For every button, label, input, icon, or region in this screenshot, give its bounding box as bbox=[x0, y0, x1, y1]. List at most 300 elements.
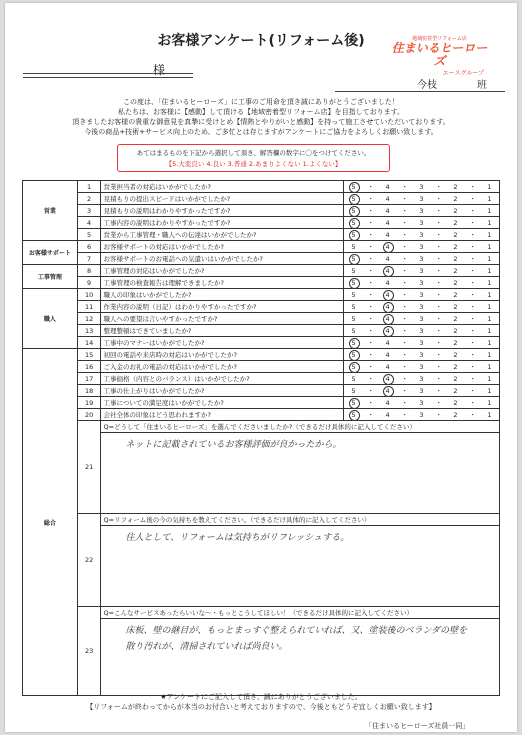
scale-separator: ・ bbox=[401, 327, 409, 335]
rating-option[interactable]: 4 bbox=[385, 410, 390, 419]
question-text: 工事の仕上がりはいかがでしたか? bbox=[101, 385, 344, 397]
question-number: 15 bbox=[77, 349, 101, 361]
question-text: 見積もりの説明はわかりやすかったですか? bbox=[101, 205, 344, 217]
rating-option[interactable]: 3 bbox=[419, 218, 424, 227]
scale-separator: ・ bbox=[469, 399, 476, 407]
intro-line: この度は、「住まいるヒーローズ」に工事のご用命を頂き誠にありがとうございました！ bbox=[123, 98, 399, 106]
rating-cell bbox=[344, 193, 500, 205]
rating-instructions bbox=[117, 144, 390, 172]
rating-option-selected[interactable]: 4 bbox=[383, 291, 393, 299]
rating-option[interactable]: 4 bbox=[385, 398, 390, 407]
rating-option-selected[interactable]: 4 bbox=[383, 375, 393, 383]
rating-option-selected[interactable]: 5 bbox=[349, 207, 359, 215]
scale-separator: ・ bbox=[435, 327, 442, 335]
scale-separator: ・ bbox=[401, 339, 409, 347]
scale-separator: ・ bbox=[367, 315, 375, 323]
question-text: 整理整頓はできていましたか? bbox=[101, 325, 344, 337]
rating-option-selected[interactable]: 4 bbox=[383, 315, 393, 323]
scale-separator: ・ bbox=[367, 279, 375, 287]
rating-option-selected[interactable]: 4 bbox=[383, 267, 393, 275]
rating-option-selected[interactable]: 5 bbox=[349, 231, 359, 239]
scale-separator: ・ bbox=[367, 387, 375, 395]
question-number: 19 bbox=[77, 397, 101, 409]
rating-option[interactable]: 2 bbox=[453, 194, 458, 203]
rating-option[interactable]: 4 bbox=[385, 218, 390, 227]
scale-separator: ・ bbox=[469, 387, 476, 395]
scale-separator: ・ bbox=[367, 243, 375, 251]
question-text: 作業内容の説明（日記）はわかりやすかったですか? bbox=[101, 301, 344, 313]
rating-option[interactable]: 1 bbox=[487, 374, 492, 383]
scale-separator: ・ bbox=[469, 411, 476, 419]
rating-cell bbox=[344, 325, 500, 337]
question-number: 3 bbox=[77, 205, 101, 217]
rating-cell bbox=[344, 409, 500, 421]
question-number: 20 bbox=[77, 409, 101, 421]
rating-option-selected[interactable]: 4 bbox=[383, 327, 393, 335]
category-label: 営業 bbox=[23, 181, 78, 241]
intro-line: 私たちは、お客様に【感動】して頂ける【地域密着型リフォーム店】を目指しております。 bbox=[117, 108, 405, 116]
scale-separator: ・ bbox=[401, 231, 409, 239]
rating-option[interactable]: 5 bbox=[351, 302, 356, 311]
rating-option[interactable]: 3 bbox=[419, 326, 424, 335]
rating-option[interactable]: 4 bbox=[385, 230, 390, 239]
question-text: 会社全体の印象はどう思われますか? bbox=[101, 409, 344, 421]
rating-option[interactable]: 2 bbox=[453, 266, 458, 275]
scale-separator: ・ bbox=[469, 363, 476, 371]
question-text: 職人への要望は言いやすかったですか? bbox=[101, 313, 344, 325]
open-question-prompt-row bbox=[23, 514, 500, 526]
scale-separator: ・ bbox=[401, 243, 409, 251]
question-row bbox=[23, 205, 500, 217]
rating-cell bbox=[344, 361, 500, 373]
rating-option[interactable]: 5 bbox=[351, 386, 356, 395]
scale-separator: ・ bbox=[367, 291, 375, 299]
scale-separator: ・ bbox=[367, 351, 375, 359]
question-text: ご入金のお礼の電話の対応はいかがでしたか? bbox=[101, 361, 344, 373]
rating-scale bbox=[344, 229, 499, 240]
scale-separator: ・ bbox=[435, 411, 442, 419]
scale-separator: ・ bbox=[469, 327, 476, 335]
question-row bbox=[23, 409, 500, 421]
rating-option[interactable]: 5 bbox=[351, 314, 356, 323]
rating-cell bbox=[344, 385, 500, 397]
rating-option[interactable]: 1 bbox=[487, 326, 492, 335]
question-text: 工事内容の説明はわかりやすかったですか? bbox=[101, 217, 344, 229]
question-row bbox=[23, 217, 500, 229]
scale-separator: ・ bbox=[469, 315, 476, 323]
rating-cell bbox=[344, 265, 500, 277]
rating-scale bbox=[344, 181, 499, 192]
rating-cell bbox=[344, 337, 500, 349]
question-number: 13 bbox=[77, 325, 101, 337]
rating-instructions-line: あてはまるものを下記から選択して頂き、解答欄の数字に〇をつけてください。 bbox=[136, 149, 371, 157]
question-number: 8 bbox=[77, 265, 101, 277]
rating-option[interactable]: 3 bbox=[419, 314, 424, 323]
scale-separator: ・ bbox=[435, 231, 442, 239]
rating-option[interactable]: 2 bbox=[453, 314, 458, 323]
rating-option[interactable]: 3 bbox=[419, 302, 424, 311]
question-row bbox=[23, 361, 500, 373]
rating-scale bbox=[344, 253, 499, 264]
rating-option[interactable]: 2 bbox=[453, 302, 458, 311]
rating-option[interactable]: 3 bbox=[419, 398, 424, 407]
rating-scale bbox=[344, 241, 499, 252]
rating-option[interactable]: 4 bbox=[385, 254, 390, 263]
scale-separator: ・ bbox=[367, 255, 375, 263]
page-title: お客様アンケート(リフォーム後) bbox=[157, 33, 365, 49]
question-text: お客様サポートの対応はいかがでしたか? bbox=[101, 241, 344, 253]
question-row bbox=[23, 229, 500, 241]
footer-line: ★アンケートにご記入して頂き、誠にありがとうございました。 bbox=[160, 693, 362, 701]
staff-team-suffix: 班 bbox=[477, 80, 487, 91]
rating-option[interactable]: 1 bbox=[487, 230, 492, 239]
rating-option[interactable]: 2 bbox=[453, 350, 458, 359]
rating-option[interactable]: 2 bbox=[453, 230, 458, 239]
rating-option[interactable]: 2 bbox=[453, 290, 458, 299]
rating-option-selected[interactable]: 5 bbox=[349, 255, 359, 263]
question-text: 見積もりの提出スピードはいかがでしたか? bbox=[101, 193, 344, 205]
question-text: 営業担当者の対応はいかがでしたか? bbox=[101, 181, 344, 193]
question-number: 4 bbox=[77, 217, 101, 229]
rating-option[interactable]: 2 bbox=[453, 254, 458, 263]
question-row bbox=[23, 265, 500, 277]
question-row bbox=[23, 241, 500, 253]
rating-scale bbox=[344, 373, 499, 384]
question-row bbox=[23, 277, 500, 289]
scale-separator: ・ bbox=[469, 303, 476, 311]
scale-separator: ・ bbox=[401, 267, 409, 275]
scale-separator: ・ bbox=[469, 279, 476, 287]
scale-separator: ・ bbox=[469, 183, 476, 191]
scale-separator: ・ bbox=[367, 183, 375, 191]
question-number: 17 bbox=[77, 373, 101, 385]
rating-scale bbox=[344, 217, 499, 228]
question-number: 21 bbox=[77, 421, 101, 514]
rating-scale bbox=[344, 397, 499, 408]
rating-option[interactable]: 2 bbox=[453, 326, 458, 335]
scale-separator: ・ bbox=[367, 375, 375, 383]
rating-option[interactable]: 2 bbox=[453, 374, 458, 383]
question-text: 工事管理の検査報告は理解できましたか? bbox=[101, 277, 344, 289]
rating-cell bbox=[344, 217, 500, 229]
scale-separator: ・ bbox=[435, 255, 442, 263]
rating-cell bbox=[344, 301, 500, 313]
question-text: 営業から工事管理・職人への伝達はいかがでしたか? bbox=[101, 229, 344, 241]
rating-option[interactable]: 1 bbox=[487, 194, 492, 203]
rating-option[interactable]: 2 bbox=[453, 182, 458, 191]
open-question-prompt: Q=こんなサービスあったらいいな〜・もっとこうしてほしい！（できるだけ具体的に記入してください） bbox=[101, 607, 500, 619]
company-logo bbox=[387, 35, 492, 77]
scale-separator: ・ bbox=[469, 207, 476, 215]
rating-option[interactable]: 1 bbox=[487, 254, 492, 263]
customer-name-line bbox=[23, 72, 193, 74]
scale-separator: ・ bbox=[435, 351, 442, 359]
rating-option[interactable]: 3 bbox=[419, 182, 424, 191]
rating-cell bbox=[344, 289, 500, 301]
intro-line: 頂きましたお客様の貴重な御意見を真摯に受けとめ【情熱とやりがいと感動】を持って施工させていただいております。 bbox=[72, 118, 450, 126]
scale-separator: ・ bbox=[435, 375, 442, 383]
logo-tagline: 地域密着型リフォーム店 bbox=[412, 36, 467, 42]
intro-line: 今後の商品+技術+サービス向上のため、ご多忙とは存じますがアンケートにご協力をよろしくお願い致します。 bbox=[84, 128, 438, 136]
rating-option[interactable]: 5 bbox=[351, 266, 356, 275]
survey-sheet bbox=[5, 3, 517, 732]
scale-separator: ・ bbox=[469, 351, 476, 359]
rating-cell bbox=[344, 253, 500, 265]
question-number: 2 bbox=[77, 193, 101, 205]
rating-scale bbox=[344, 301, 499, 312]
rating-cell bbox=[344, 373, 500, 385]
question-number: 11 bbox=[77, 301, 101, 313]
rating-option[interactable]: 2 bbox=[453, 338, 458, 347]
logo-group: エースグループ bbox=[442, 70, 484, 77]
rating-option[interactable]: 1 bbox=[487, 338, 492, 347]
rating-option-selected[interactable]: 5 bbox=[349, 363, 359, 371]
rating-option[interactable]: 1 bbox=[487, 362, 492, 371]
rating-option[interactable]: 1 bbox=[487, 386, 492, 395]
rating-option[interactable]: 3 bbox=[419, 254, 424, 263]
rating-option-selected[interactable]: 5 bbox=[349, 399, 359, 407]
rating-option[interactable]: 2 bbox=[453, 410, 458, 419]
rating-option[interactable]: 3 bbox=[419, 194, 424, 203]
rating-option[interactable]: 1 bbox=[487, 314, 492, 323]
footer-line: 【リフォームが終わってからが本当のお付合いと考えておりますので、今後ともどうぞ宜しくお願い致します】 bbox=[86, 703, 436, 711]
scale-separator: ・ bbox=[401, 303, 409, 311]
rating-option[interactable]: 3 bbox=[419, 266, 424, 275]
rating-scale bbox=[344, 349, 499, 360]
rating-option[interactable]: 3 bbox=[419, 374, 424, 383]
scale-separator: ・ bbox=[435, 399, 442, 407]
rating-option[interactable]: 3 bbox=[419, 278, 424, 287]
open-question-answer[interactable]: 床板、壁の継目が、もっとまっすぐ整えられていれば、又、塗装後のベランダの壁を散り汚れが、清掃されていれば尚良い。 bbox=[101, 619, 500, 696]
scale-separator: ・ bbox=[435, 219, 442, 227]
scale-separator: ・ bbox=[401, 411, 409, 419]
question-text: 職人の印象はいかがでしたか? bbox=[101, 289, 344, 301]
scale-separator: ・ bbox=[469, 291, 476, 299]
question-number: 23 bbox=[77, 607, 101, 696]
scale-separator: ・ bbox=[435, 207, 442, 215]
scale-separator: ・ bbox=[435, 279, 442, 287]
rating-option-selected[interactable]: 5 bbox=[349, 411, 359, 419]
scale-separator: ・ bbox=[367, 327, 375, 335]
survey-table bbox=[22, 180, 500, 696]
rating-option[interactable]: 2 bbox=[453, 398, 458, 407]
question-text: 初回の電話や来店時の対応はいかがでしたか? bbox=[101, 349, 344, 361]
scale-separator: ・ bbox=[469, 195, 476, 203]
scale-separator: ・ bbox=[435, 243, 442, 251]
rating-option[interactable]: 4 bbox=[385, 338, 390, 347]
rating-option[interactable]: 1 bbox=[487, 206, 492, 215]
scale-separator: ・ bbox=[367, 303, 375, 311]
rating-cell bbox=[344, 313, 500, 325]
rating-option[interactable]: 1 bbox=[487, 302, 492, 311]
question-row bbox=[23, 313, 500, 325]
rating-option[interactable]: 1 bbox=[487, 242, 492, 251]
scale-separator: ・ bbox=[367, 411, 375, 419]
rating-scale bbox=[344, 265, 499, 276]
rating-option-selected[interactable]: 4 bbox=[383, 243, 393, 251]
scale-separator: ・ bbox=[367, 363, 375, 371]
rating-cell bbox=[344, 397, 500, 409]
rating-option[interactable]: 4 bbox=[385, 278, 390, 287]
scale-separator: ・ bbox=[367, 339, 375, 347]
rating-cell bbox=[344, 229, 500, 241]
rating-option[interactable]: 3 bbox=[419, 350, 424, 359]
scale-separator: ・ bbox=[469, 255, 476, 263]
scale-separator: ・ bbox=[435, 267, 442, 275]
scale-separator: ・ bbox=[435, 315, 442, 323]
scale-separator: ・ bbox=[469, 243, 476, 251]
scale-separator: ・ bbox=[401, 207, 409, 215]
rating-option[interactable]: 1 bbox=[487, 182, 492, 191]
rating-option[interactable]: 4 bbox=[385, 206, 390, 215]
scale-separator: ・ bbox=[469, 219, 476, 227]
rating-scale bbox=[344, 325, 499, 336]
rating-option-selected[interactable]: 5 bbox=[349, 279, 359, 287]
rating-option-selected[interactable]: 5 bbox=[349, 339, 359, 347]
question-row bbox=[23, 373, 500, 385]
category-label: 工事管理 bbox=[23, 265, 78, 289]
rating-option-selected[interactable]: 5 bbox=[349, 195, 359, 203]
question-text: 工事中のマナーはいかがでしたか? bbox=[101, 337, 344, 349]
scale-separator: ・ bbox=[367, 219, 375, 227]
question-row bbox=[23, 337, 500, 349]
rating-option-selected[interactable]: 5 bbox=[349, 219, 359, 227]
rating-option[interactable]: 3 bbox=[419, 242, 424, 251]
rating-option-selected[interactable]: 5 bbox=[349, 351, 359, 359]
rating-option-selected[interactable]: 5 bbox=[349, 183, 359, 191]
rating-scale bbox=[344, 289, 499, 300]
scale-separator: ・ bbox=[469, 231, 476, 239]
rating-option[interactable]: 1 bbox=[487, 266, 492, 275]
open-question-prompt-row bbox=[23, 607, 500, 619]
question-text: 工事価格（内容とのバランス）はいかがでしたか? bbox=[101, 373, 344, 385]
rating-scale bbox=[344, 313, 499, 324]
question-row bbox=[23, 325, 500, 337]
scale-separator: ・ bbox=[435, 183, 442, 191]
question-row bbox=[23, 385, 500, 397]
scale-separator: ・ bbox=[435, 303, 442, 311]
scale-separator: ・ bbox=[401, 351, 409, 359]
rating-option[interactable]: 3 bbox=[419, 230, 424, 239]
staff-line bbox=[335, 91, 505, 92]
rating-option[interactable]: 3 bbox=[419, 410, 424, 419]
rating-option[interactable]: 3 bbox=[419, 386, 424, 395]
rating-scale-legend: 【5.大変良い 4.良い 3.普通 2.あまりよくない 1.よくない】 bbox=[165, 160, 342, 168]
rating-option-selected[interactable]: 4 bbox=[383, 387, 393, 395]
open-question-answer[interactable]: ネットに記載されているお客様評価が良かったから。 bbox=[101, 433, 500, 514]
rating-option[interactable]: 2 bbox=[453, 242, 458, 251]
footer-text bbox=[5, 692, 517, 712]
category-label: 職人 bbox=[23, 289, 78, 349]
scale-separator: ・ bbox=[401, 399, 409, 407]
rating-option[interactable]: 1 bbox=[487, 290, 492, 299]
rating-option[interactable]: 1 bbox=[487, 350, 492, 359]
rating-scale bbox=[344, 277, 499, 288]
rating-scale bbox=[344, 205, 499, 216]
rating-option[interactable]: 2 bbox=[453, 218, 458, 227]
rating-scale bbox=[344, 409, 499, 420]
scale-separator: ・ bbox=[401, 291, 409, 299]
scale-separator: ・ bbox=[401, 279, 409, 287]
scale-separator: ・ bbox=[401, 183, 409, 191]
scale-separator: ・ bbox=[435, 339, 442, 347]
rating-option[interactable]: 3 bbox=[419, 362, 424, 371]
intro-text bbox=[5, 97, 517, 137]
question-number: 9 bbox=[77, 277, 101, 289]
rating-option[interactable]: 5 bbox=[351, 374, 356, 383]
rating-option[interactable]: 3 bbox=[419, 338, 424, 347]
rating-cell bbox=[344, 349, 500, 361]
scale-separator: ・ bbox=[469, 267, 476, 275]
rating-option[interactable]: 5 bbox=[351, 326, 356, 335]
rating-cell bbox=[344, 205, 500, 217]
category-label: 総合 bbox=[23, 349, 78, 696]
rating-option[interactable]: 1 bbox=[487, 410, 492, 419]
scale-separator: ・ bbox=[469, 339, 476, 347]
rating-option[interactable]: 2 bbox=[453, 278, 458, 287]
rating-option-selected[interactable]: 4 bbox=[383, 303, 393, 311]
rating-option[interactable]: 2 bbox=[453, 386, 458, 395]
scale-separator: ・ bbox=[401, 255, 409, 263]
scale-separator: ・ bbox=[401, 219, 409, 227]
open-question-answer[interactable]: 住人として、リフォームは気持ちがリフレッシュする。 bbox=[101, 526, 500, 607]
scale-separator: ・ bbox=[367, 231, 375, 239]
question-row bbox=[23, 301, 500, 313]
rating-scale bbox=[344, 337, 499, 348]
rating-option[interactable]: 5 bbox=[351, 242, 356, 251]
question-row bbox=[23, 181, 500, 193]
rating-option[interactable]: 4 bbox=[385, 350, 390, 359]
rating-option[interactable]: 2 bbox=[453, 206, 458, 215]
question-row bbox=[23, 253, 500, 265]
scale-separator: ・ bbox=[401, 363, 409, 371]
rating-option[interactable]: 1 bbox=[487, 278, 492, 287]
scale-separator: ・ bbox=[435, 291, 442, 299]
customer-honorific: 様 bbox=[153, 63, 166, 77]
question-number: 12 bbox=[77, 313, 101, 325]
rating-option[interactable]: 3 bbox=[419, 290, 424, 299]
scale-separator: ・ bbox=[401, 195, 409, 203]
question-number: 16 bbox=[77, 361, 101, 373]
scale-separator: ・ bbox=[469, 375, 476, 383]
rating-option[interactable]: 1 bbox=[487, 398, 492, 407]
rating-option[interactable]: 5 bbox=[351, 290, 356, 299]
question-number: 10 bbox=[77, 289, 101, 301]
question-number: 6 bbox=[77, 241, 101, 253]
question-number: 18 bbox=[77, 385, 101, 397]
rating-option[interactable]: 1 bbox=[487, 218, 492, 227]
rating-option[interactable]: 2 bbox=[453, 362, 458, 371]
question-number: 1 bbox=[77, 181, 101, 193]
open-question-prompt: Q=リフォーム後の今の気持ちを教えてください。（できるだけ具体的に記入してください） bbox=[101, 514, 500, 526]
staff-name: 今枝 bbox=[417, 80, 437, 91]
customer-name-line-2 bbox=[23, 76, 193, 78]
rating-option[interactable]: 3 bbox=[419, 206, 424, 215]
rating-option[interactable]: 4 bbox=[385, 182, 390, 191]
question-text: お客様サポートのお電話への気遣いはいかがでしたか? bbox=[101, 253, 344, 265]
scale-separator: ・ bbox=[367, 207, 375, 215]
rating-option[interactable]: 4 bbox=[385, 194, 390, 203]
scale-separator: ・ bbox=[435, 195, 442, 203]
scale-separator: ・ bbox=[367, 195, 375, 203]
scale-separator: ・ bbox=[435, 363, 442, 371]
scale-separator: ・ bbox=[401, 387, 409, 395]
rating-option[interactable]: 4 bbox=[385, 362, 390, 371]
question-number: 5 bbox=[77, 229, 101, 241]
scale-separator: ・ bbox=[367, 399, 375, 407]
rating-scale bbox=[344, 193, 499, 204]
question-row bbox=[23, 397, 500, 409]
